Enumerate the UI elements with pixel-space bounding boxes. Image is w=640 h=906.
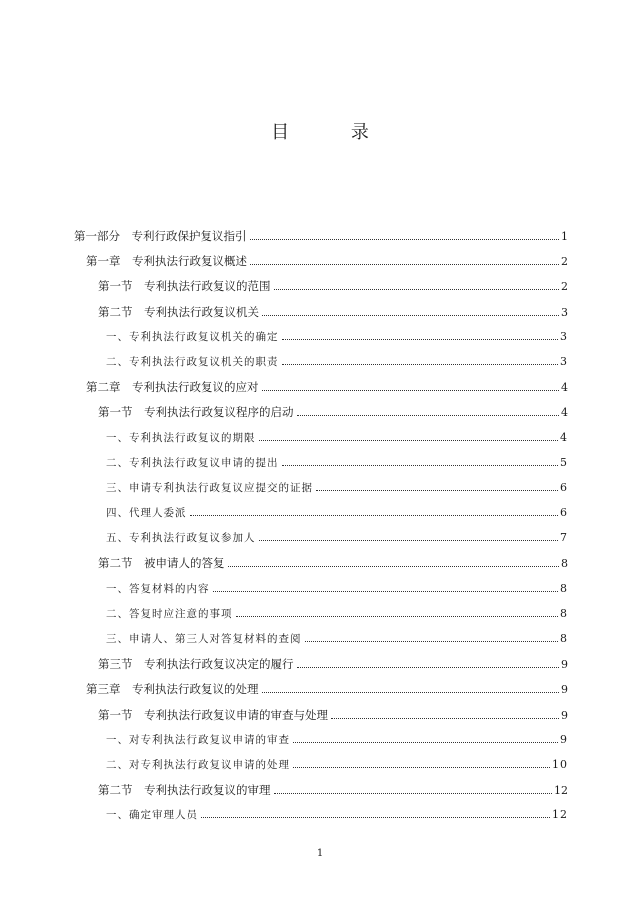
toc-entry-label: 二、专利执法行政复议申请的提出 bbox=[106, 456, 279, 469]
toc-entry[interactable] bbox=[74, 455, 568, 480]
dot-leader bbox=[282, 338, 559, 340]
toc-entry[interactable] bbox=[74, 782, 568, 807]
toc-entry-label: 一、答复材料的内容 bbox=[106, 582, 210, 595]
toc-entry-label: 一、专利执法行政复议机关的确定 bbox=[106, 330, 279, 343]
toc-entry-page-number: 8 bbox=[560, 581, 568, 595]
toc-entry-page-number: 10 bbox=[552, 757, 568, 771]
dot-leader bbox=[190, 514, 559, 516]
toc-entry[interactable] bbox=[74, 480, 568, 505]
toc-entry-label: 二、专利执法行政复议机关的职责 bbox=[106, 355, 279, 368]
toc-entry-label: 二、答复时应注意的事项 bbox=[106, 607, 233, 620]
dot-leader bbox=[297, 414, 560, 416]
toc-entry-label: 第二章 专利执法行政复议的应对 bbox=[86, 380, 259, 395]
toc-entry[interactable] bbox=[74, 681, 568, 706]
dot-leader bbox=[262, 314, 559, 316]
toc-entry-page-number: 6 bbox=[560, 506, 568, 520]
page-number: 1 bbox=[316, 848, 324, 859]
toc-entry[interactable] bbox=[74, 555, 568, 580]
dot-leader bbox=[293, 766, 550, 768]
toc-entry-label: 第一节 专利执法行政复议申请的审查与处理 bbox=[98, 707, 328, 722]
dot-leader bbox=[282, 363, 559, 365]
dot-leader bbox=[331, 717, 559, 719]
toc-entry-label: 第二节 专利执法行政复议机关 bbox=[98, 304, 259, 319]
dot-leader bbox=[250, 263, 559, 265]
toc-entry[interactable] bbox=[74, 707, 568, 732]
toc-entry[interactable] bbox=[74, 354, 568, 379]
toc-entry[interactable] bbox=[74, 304, 568, 329]
dot-leader bbox=[297, 666, 560, 668]
toc-entry-label: 三、申请人、第三人对答复材料的查阅 bbox=[106, 633, 302, 645]
toc-entry-page-number: 12 bbox=[554, 784, 568, 798]
toc-entry-page-number: 8 bbox=[561, 557, 568, 571]
dot-leader bbox=[259, 439, 559, 441]
toc-entry-page-number: 9 bbox=[561, 658, 568, 672]
toc-entry-label: 第一部分 专利行政保护复议指引 bbox=[74, 229, 247, 243]
toc-entry[interactable] bbox=[74, 581, 568, 606]
toc-entry[interactable] bbox=[74, 379, 568, 404]
toc-entry-label: 第三节 专利执法行政复议决定的履行 bbox=[98, 657, 294, 672]
dot-leader bbox=[250, 238, 560, 240]
toc-entry-page-number: 1 bbox=[561, 230, 568, 243]
dot-leader bbox=[274, 792, 553, 794]
dot-leader bbox=[213, 590, 559, 592]
toc-entry-label: 第二节 专利执法行政复议的审理 bbox=[98, 783, 271, 798]
toc-entry[interactable] bbox=[74, 656, 568, 681]
toc-entry-label: 第二节 被申请人的答复 bbox=[98, 556, 225, 571]
toc-entry-label: 第三章 专利执法行政复议的处理 bbox=[86, 682, 259, 697]
toc-entry-page-number: 12 bbox=[552, 808, 568, 822]
toc-entry-page-number: 5 bbox=[560, 455, 568, 469]
toc-entry-label: 二、对专利执法行政复议申请的处理 bbox=[106, 758, 290, 771]
dot-leader bbox=[236, 615, 559, 617]
dot-leader bbox=[201, 816, 550, 818]
toc-entry[interactable] bbox=[74, 807, 568, 832]
toc-entry[interactable] bbox=[74, 329, 568, 354]
toc-entry-label: 一、对专利执法行政复议申请的审查 bbox=[106, 733, 290, 746]
toc-entry[interactable] bbox=[74, 530, 568, 555]
dot-leader bbox=[262, 389, 560, 391]
toc-entry-page-number: 3 bbox=[561, 305, 568, 319]
toc-entry-label: 第一节 专利执法行政复议程序的启动 bbox=[98, 405, 294, 420]
toc-entry-page-number: 2 bbox=[561, 280, 568, 294]
table-of-contents bbox=[74, 228, 568, 833]
toc-entry-label: 一、专利执法行政复议的期限 bbox=[106, 431, 256, 444]
toc-entry[interactable] bbox=[74, 732, 568, 757]
toc-entry-page-number: 4 bbox=[561, 381, 568, 395]
toc-entry-page-number: 4 bbox=[561, 406, 568, 420]
toc-entry-page-number: 7 bbox=[560, 531, 568, 545]
toc-entry-label: 五、专利执法行政复议参加人 bbox=[106, 532, 256, 545]
toc-entry-page-number: 8 bbox=[560, 606, 568, 620]
dot-leader bbox=[228, 565, 560, 567]
toc-entry[interactable] bbox=[74, 631, 568, 656]
toc-entry-label: 四、代理人委派 bbox=[106, 507, 187, 520]
toc-entry[interactable] bbox=[74, 505, 568, 530]
toc-entry-page-number: 8 bbox=[560, 632, 568, 645]
dot-leader bbox=[293, 741, 558, 743]
toc-entry-page-number: 2 bbox=[561, 255, 568, 269]
toc-entry[interactable] bbox=[74, 228, 568, 253]
toc-entry-page-number: 6 bbox=[560, 480, 568, 494]
dot-leader bbox=[259, 539, 559, 541]
dot-leader bbox=[262, 691, 560, 693]
toc-title: 目 录 bbox=[271, 122, 397, 143]
toc-entry[interactable] bbox=[74, 253, 568, 278]
toc-entry[interactable] bbox=[74, 430, 568, 455]
toc-entry-label: 三、申请专利执法行政复议应提交的证据 bbox=[106, 481, 313, 494]
toc-entry[interactable] bbox=[74, 404, 568, 429]
dot-leader bbox=[274, 288, 560, 290]
toc-entry-page-number: 4 bbox=[560, 430, 568, 444]
toc-entry[interactable] bbox=[74, 757, 568, 782]
toc-entry-page-number: 9 bbox=[561, 708, 568, 722]
toc-entry-page-number: 3 bbox=[560, 354, 568, 368]
toc-entry-page-number: 3 bbox=[560, 329, 568, 343]
dot-leader bbox=[282, 464, 559, 466]
toc-entry-label: 一、确定审理人员 bbox=[106, 809, 198, 822]
dot-leader bbox=[305, 640, 559, 642]
dot-leader bbox=[316, 489, 558, 491]
toc-entry-label: 第一章 专利执法行政复议概述 bbox=[86, 254, 247, 269]
toc-entry[interactable] bbox=[74, 606, 568, 631]
toc-entry-page-number: 9 bbox=[561, 683, 568, 697]
toc-entry-page-number: 9 bbox=[560, 732, 568, 746]
toc-entry[interactable] bbox=[74, 278, 568, 303]
toc-entry-label: 第一节 专利执法行政复议的范围 bbox=[98, 279, 271, 294]
